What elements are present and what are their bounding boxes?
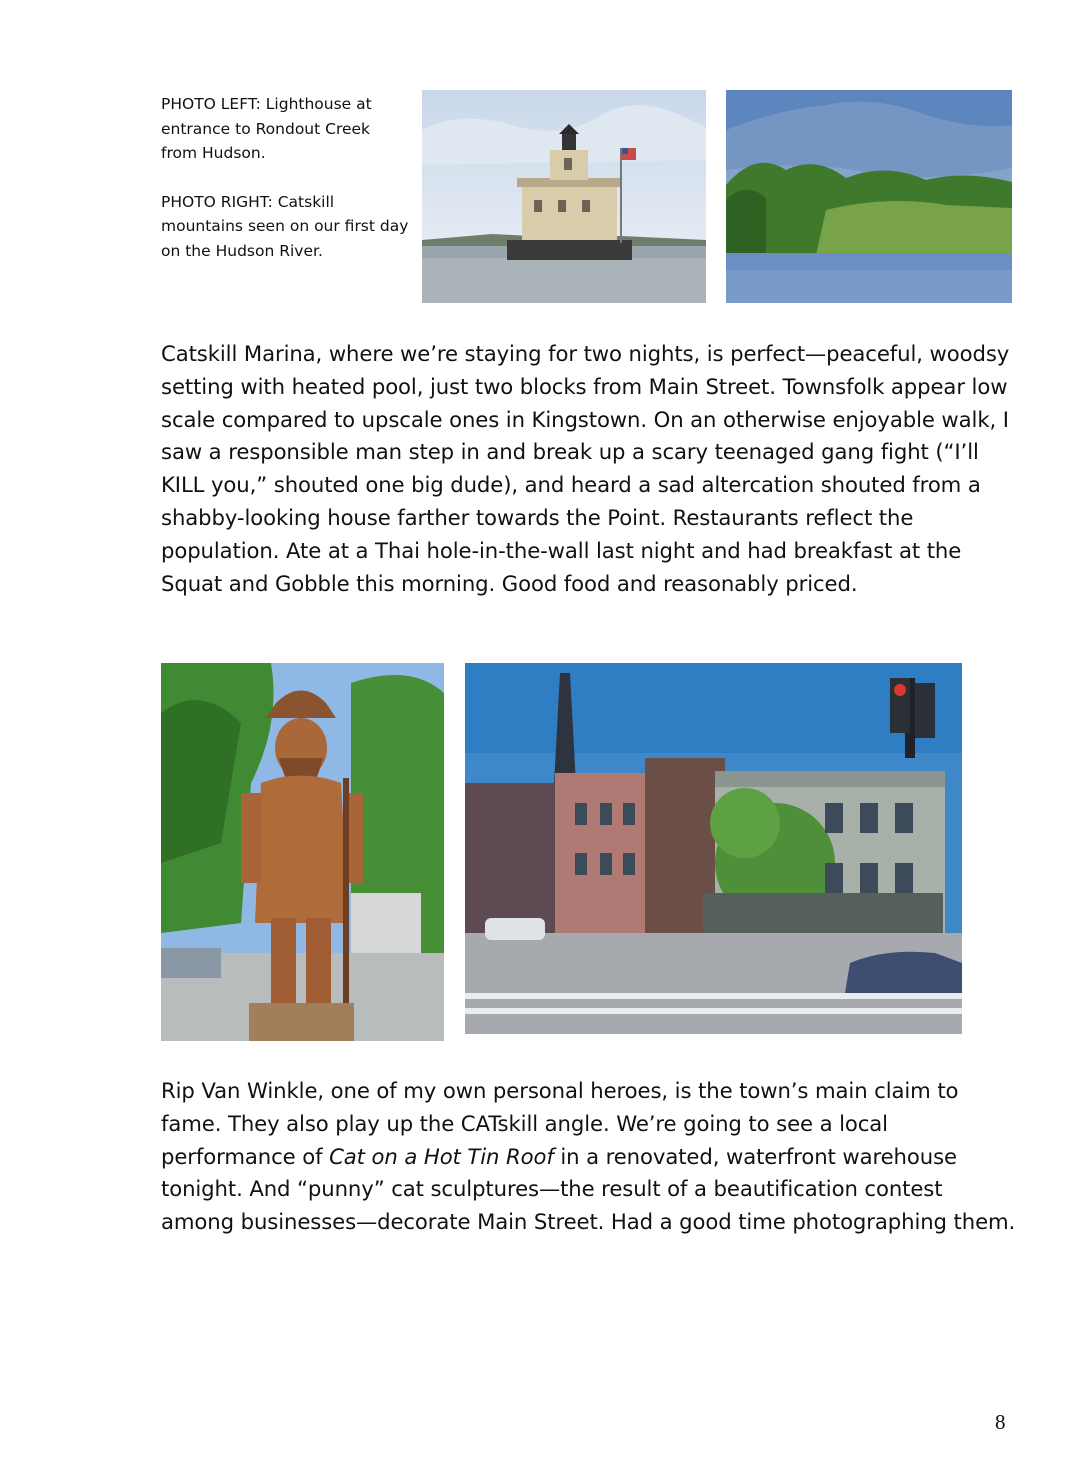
lighthouse-photo	[422, 90, 706, 303]
play-title: Cat on a Hot Tin Roof	[329, 1143, 554, 1169]
rip-van-winkle-statue-photo	[161, 663, 444, 1041]
paragraph-2-before: Rip Van Winkle, one of my own personal heroes, is the town’s main claim to fame. They also play up the CATskill angle. We’re going to see a local performance of	[161, 1078, 959, 1169]
page-number: 8	[995, 1410, 1006, 1434]
catskill-mountains-photo	[726, 90, 1012, 303]
paragraph-rip-van-winkle	[161, 1075, 1021, 1239]
caption-left: PHOTO LEFT: Lighthouse at entrance to Rondout Creek from Hudson.	[161, 95, 372, 162]
paragraph-marina: Catskill Marina, where we’re staying for two nights, is perfect—peaceful, woodsy setting with heated pool, just two blocks from Main Street. Townsfolk appear low scale compared to upscale ones in Kingstown. On an otherwise enjoyable walk, I saw a responsible man step in and break up a scary teenaged gang fight (“I’ll KILL you,” shouted one big dude), and heard a sad altercation shouted from a shabby-looking house farther towards the Point. Restaurants reflect the population. Ate at a Thai hole-in-the-wall last night and had breakfast at the Squat and Gobble this morning. Good food and reasonably priced.	[161, 341, 1010, 596]
photo-captions	[161, 92, 411, 263]
main-street-photo	[465, 663, 962, 1034]
caption-right: PHOTO RIGHT: Catskill mountains seen on our first day on the Hudson River.	[161, 192, 409, 260]
paragraph-2-after: in a renovated, waterfront warehouse tonight. And “punny” cat sculptures—the result of a beautification contest among businesses—decorate Main Street. Had a good time photographing them.	[161, 1143, 1016, 1235]
